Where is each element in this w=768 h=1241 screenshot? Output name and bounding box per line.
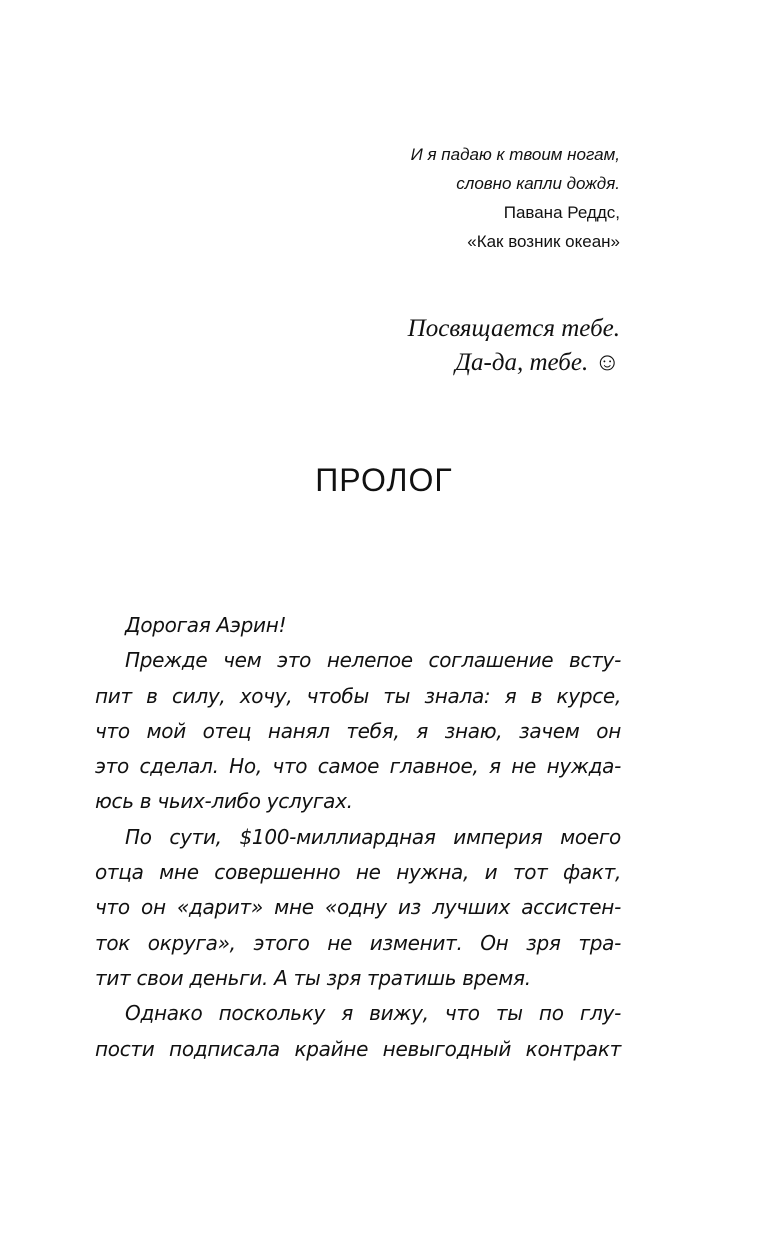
dedication-line: Посвящается тебе.: [407, 315, 620, 342]
letter-line: юсь в чьих-либо услугах.: [95, 789, 353, 814]
dedication-line: Да-да, тебе. ☺: [455, 349, 620, 376]
epigraph-line: словно капли дождя.: [456, 174, 620, 193]
letter-line: пит в силу, хочу, чтобы ты знала: я в курсе,: [95, 683, 621, 708]
letter-line: По сути, $100-миллиардная империя моего: [125, 824, 621, 849]
letter-line: что он «дарит» мне «одну из лучших ассистен-: [95, 895, 621, 920]
letter-line: Однако поскольку я вижу, что ты по глу-: [125, 1001, 621, 1026]
letter-body: [95, 608, 621, 1067]
letter-greeting: Дорогая Аэрин!: [125, 613, 287, 637]
epigraph-source: «Как возник океан»: [467, 232, 620, 251]
letter-line: отца мне совершенно не нужна, и тот факт,: [95, 860, 621, 885]
letter-line: ток округа», этого не изменит. Он зря тра-: [95, 930, 621, 955]
dedication: [408, 312, 620, 380]
epigraph-author: Павана Реддс,: [503, 203, 620, 222]
epigraph-line: И я падаю к твоим ногам,: [410, 145, 620, 164]
chapter-title: ПРОЛОГ: [315, 462, 453, 498]
letter-line: это сделал. Но, что самое главное, я не нужда-: [95, 754, 621, 779]
letter-line: что мой отец нанял тебя, я знаю, зачем он: [95, 718, 621, 743]
letter-line: пости подписала крайне невыгодный контракт: [95, 1036, 621, 1061]
letter-line: Прежде чем это нелепое соглашение всту-: [125, 648, 621, 673]
letter-line: тит свои деньги. А ты зря тратишь время.: [95, 965, 531, 990]
epigraph: [411, 140, 620, 256]
